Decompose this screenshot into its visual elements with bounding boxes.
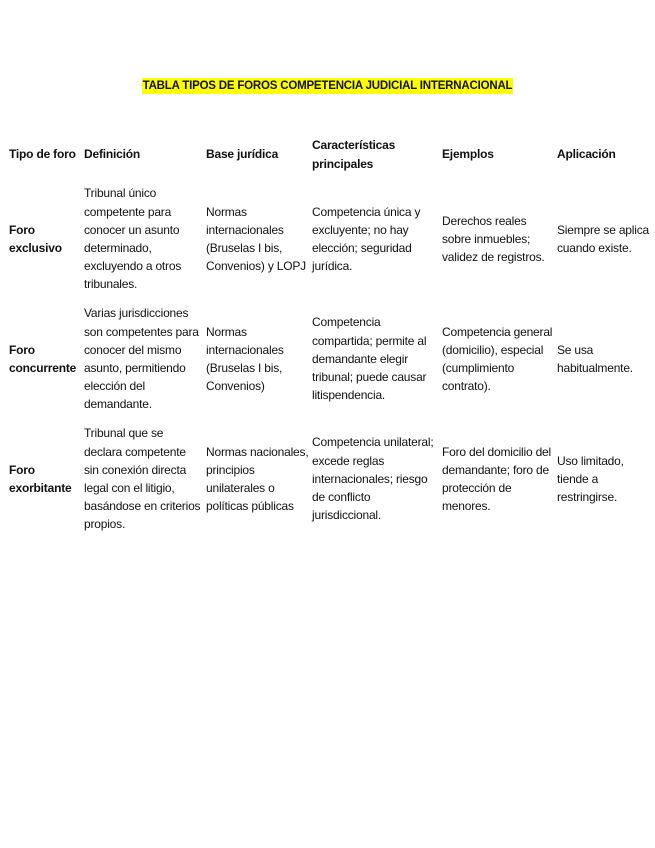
cell-base-juridica: Normas internacionales (Bruselas I bis, Convenios) y LOPJ xyxy=(206,204,306,274)
header-ejemplos: Ejemplos xyxy=(442,147,494,162)
cell-aplicacion: Uso limitado, tiende a restringirse. xyxy=(557,453,624,505)
cell-base-juridica: Normas internacionales (Bruselas I bis, Convenios) xyxy=(206,324,284,394)
title-container xyxy=(0,76,655,94)
header-tipo-de-foro: Tipo de foro xyxy=(9,147,76,162)
cell-ejemplos: Foro del domicilio del demandante; foro de protección de menores. xyxy=(442,444,551,514)
cell-ejemplos: Derechos reales sobre inmuebles; validez de registros. xyxy=(442,213,545,265)
table-header-row xyxy=(6,132,650,179)
cell-base-juridica: Normas nacionales, principios unilaterales o políticas públicas xyxy=(206,444,309,514)
cell-tipo-de-foro: Foro exorbitante xyxy=(9,462,72,495)
cell-caracteristicas: Competencia compartida; permite al demandante elegir tribunal; puede causar litispendencia. xyxy=(312,315,427,403)
table-row xyxy=(6,179,650,299)
header-caracteristicas: Características principales xyxy=(312,138,396,171)
cell-aplicacion: Siempre se aplica cuando existe. xyxy=(557,222,649,255)
cell-tipo-de-foro: Foro concurrente xyxy=(9,342,77,375)
header-base-juridica: Base jurídica xyxy=(206,147,279,162)
cell-caracteristicas: Competencia unilateral; excede reglas internacionales; riesgo de conflicto jurisdiccional. xyxy=(312,435,434,523)
forum-types-table xyxy=(6,132,650,539)
table-row xyxy=(6,419,650,539)
header-definicion: Definición xyxy=(84,147,141,162)
cell-caracteristicas: Competencia única y excluyente; no hay elección; seguridad jurídica. xyxy=(312,204,421,274)
cell-aplicacion: Se usa habitualmente. xyxy=(557,342,633,375)
cell-definicion: Tribunal único competente para conocer un asunto determinado, excluyendo a otros tribunales. xyxy=(84,186,182,292)
header-aplicacion: Aplicación xyxy=(557,147,616,162)
cell-definicion: Tribunal que se declara competente sin conexión directa legal con el litigio, basándose en criterios propios. xyxy=(84,426,201,532)
document-title: TABLA TIPOS DE FOROS COMPETENCIA JUDICIAL INTERNACIONAL xyxy=(142,80,513,92)
cell-tipo-de-foro: Foro exclusivo xyxy=(9,222,62,255)
cell-definicion: Varias jurisdicciones son competentes para conocer del mismo asunto, permitiendo elección del demandante. xyxy=(84,306,199,412)
cell-ejemplos: Competencia general (domicilio), especial (cumplimiento contrato). xyxy=(442,324,553,394)
table-row xyxy=(6,299,650,419)
